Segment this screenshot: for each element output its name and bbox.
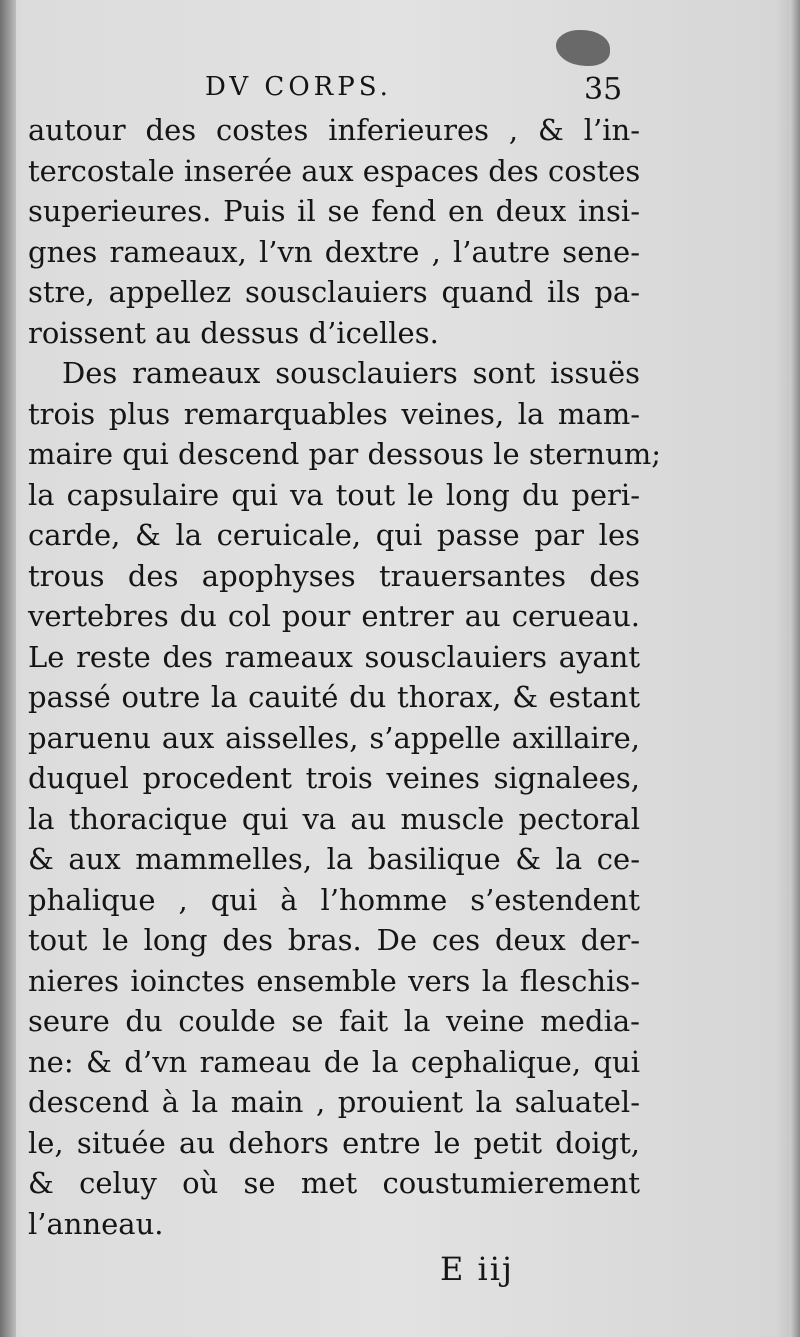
text-line: Des rameaux sousclauiers sont issuës xyxy=(62,356,640,390)
text-line: trois plus remarquables veines, la mam- xyxy=(28,396,640,431)
text-line: seure du coulde se fait la veine media- xyxy=(28,1004,640,1038)
text-line: & celuy où se met coustumierement xyxy=(28,1166,640,1200)
text-line: stre, appellez sousclauiers quand ils pa- xyxy=(28,275,640,309)
ink-stain xyxy=(556,30,610,66)
text-line: phalique , qui à l’homme s’estendent xyxy=(28,882,640,917)
text-line: carde, & la ceruicale, qui passe par les xyxy=(28,518,640,552)
text-line: descend à la main , prouient la saluatel- xyxy=(28,1085,640,1119)
text-line: & aux mammelles, la basilique & la ce- xyxy=(28,842,640,876)
page-edge xyxy=(790,0,800,1337)
text-line: superieures. Puis il se fend en deux insi- xyxy=(28,194,640,228)
text-line: la thoracique qui va au muscle pectoral xyxy=(28,801,640,836)
text-line: vertebres du col pour entrer au cerueau. xyxy=(28,599,640,633)
text-line: Le reste des rameaux sousclauiers ayant xyxy=(28,639,640,674)
text-line: passé outre la cauité du thorax, & estant xyxy=(28,680,640,714)
text-line: maire qui descend par dessous le sternum; xyxy=(28,437,662,471)
text-line: tout le long des bras. De ces deux der- xyxy=(28,923,640,957)
signature-mark: E iij xyxy=(440,1250,514,1288)
text-line: nieres ioinctes ensemble vers la fleschis- xyxy=(28,963,640,998)
text-line: trous des apophyses trauersantes des xyxy=(28,558,640,593)
text-line: l’anneau. xyxy=(28,1206,164,1241)
text-line: la capsulaire qui va tout le long du peri- xyxy=(28,477,640,512)
page-number: 35 xyxy=(584,72,623,107)
text-line: paruenu aux aisselles, s’appelle axillaire, xyxy=(28,720,640,755)
running-title: DV CORPS. xyxy=(205,72,392,102)
text-line: gnes rameaux, l’vn dextre , l’autre sene- xyxy=(28,234,640,269)
text-line: duquel procedent trois veines signalees, xyxy=(28,761,640,795)
text-line: roissent au dessus d’icelles. xyxy=(28,315,439,350)
page-gutter xyxy=(0,0,16,1337)
text-line: tercostale inserée aux espaces des costes xyxy=(28,153,641,188)
text-line: ne: & d’vn rameau de la cephalique, qui xyxy=(28,1044,640,1079)
body-text xyxy=(28,110,662,1244)
text-line: le, située au dehors entre le petit doigt, xyxy=(28,1125,640,1160)
text-line: autour des costes inferieures , & l’in- xyxy=(28,113,640,147)
